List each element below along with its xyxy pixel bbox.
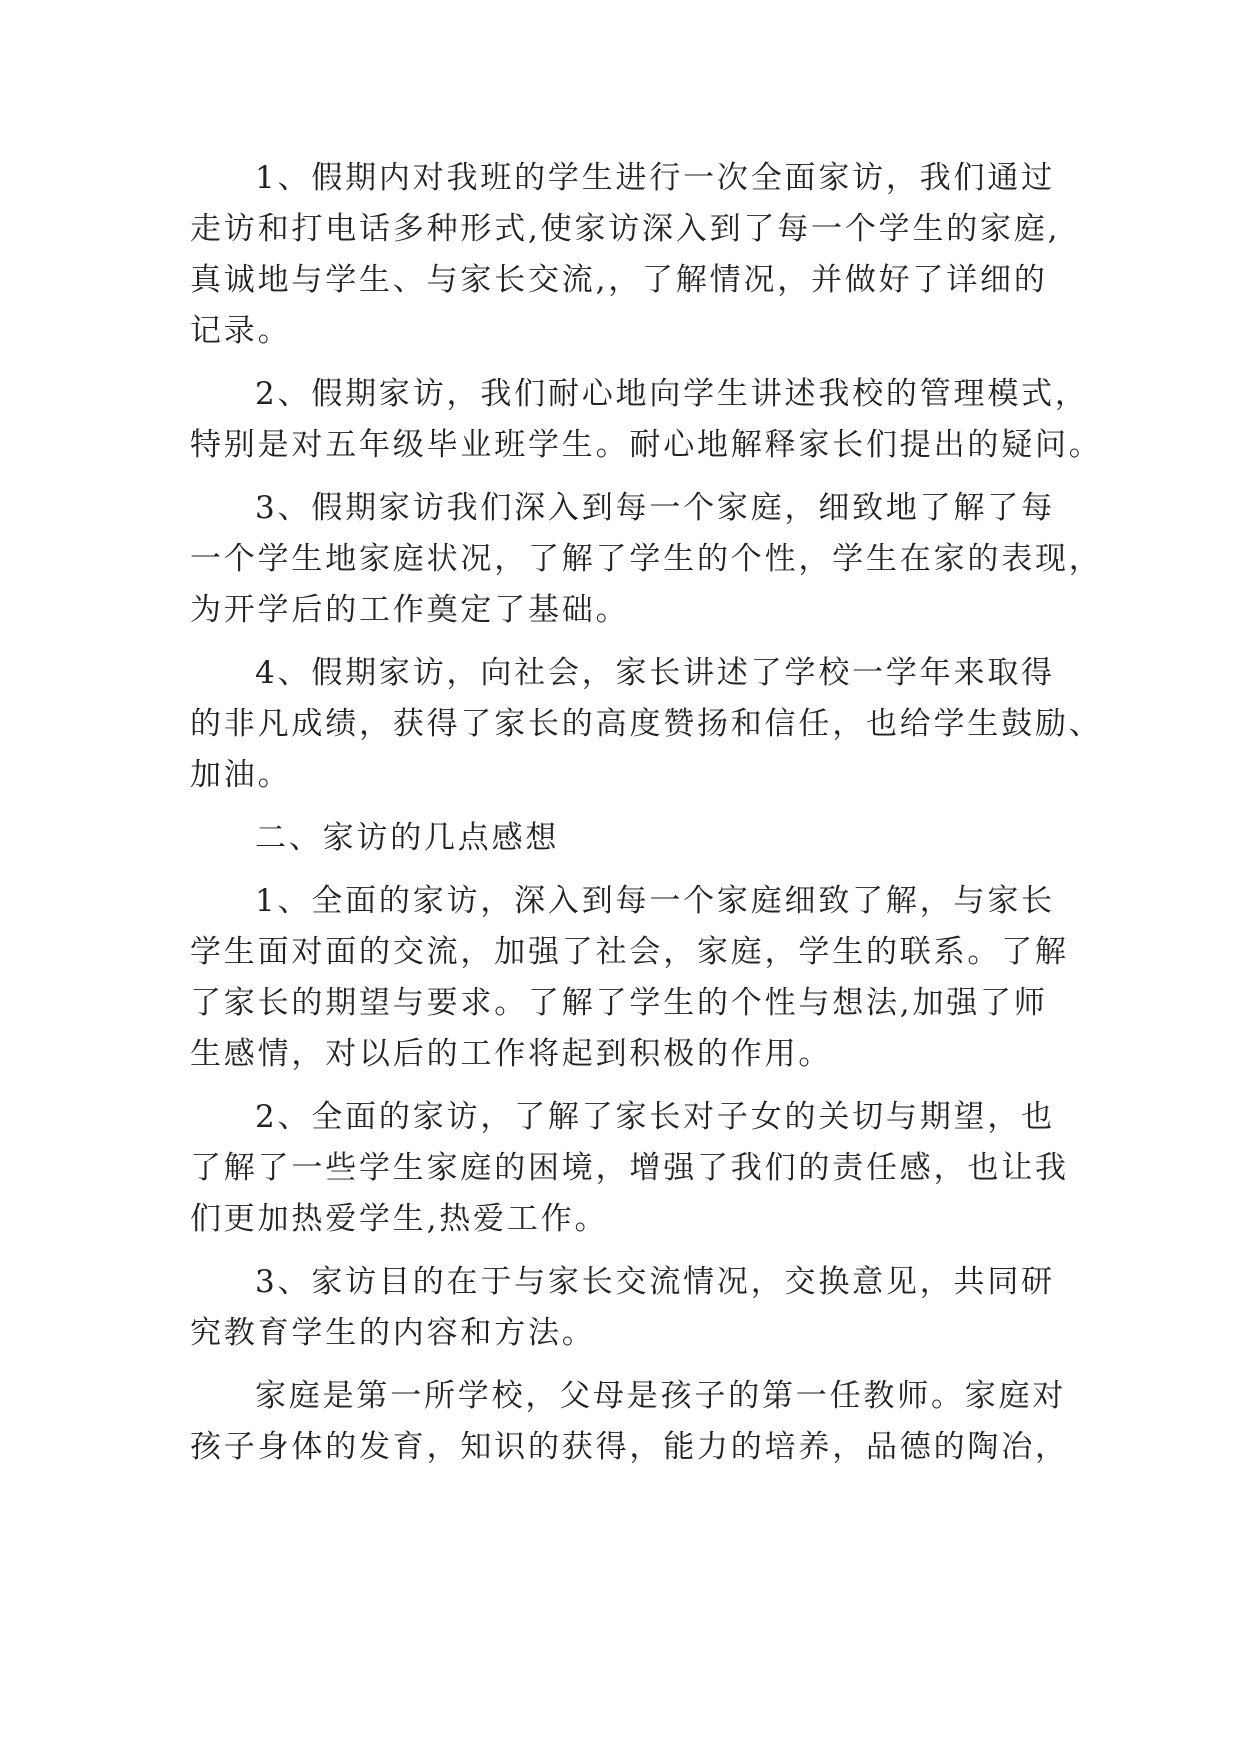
paragraph-5-line-3: 了家长的期望与要求。了解了学生的个性与想法,加强了师 — [190, 985, 1048, 1021]
paragraph-1-line-4: 记录。 — [190, 313, 292, 349]
section-heading: 二、家访的几点感想 — [255, 820, 560, 856]
paragraph-3-line-3: 为开学后的工作奠定了基础。 — [190, 592, 630, 628]
paragraph-1-line-3: 真诚地与学生、与家长交流,，了解情况，并做好了详细的 — [190, 262, 1048, 298]
paragraph-4-line-1: 4、假期家访，向社会，家长讲述了学校一学年来取得 — [255, 655, 1055, 691]
paragraph-3-line-2: 一个学生地家庭状况，了解了学生的个性，学生在家的表现， — [190, 541, 1103, 577]
paragraph-7-line-2: 究教育学生的内容和方法。 — [190, 1315, 596, 1351]
paragraph-1-line-1: 1、假期内对我班的学生进行一次全面家访，我们通过 — [255, 160, 1055, 196]
paragraph-6-line-2: 了解了一些学生家庭的困境，增强了我们的责任感，也让我 — [190, 1150, 1069, 1186]
paragraph-2-line-1: 2、假期家访，我们耐心地向学生讲述我校的管理模式， — [255, 376, 1089, 412]
paragraph-4-line-2: 的非凡成绩，获得了家长的高度赞扬和信任，也给学生鼓励、 — [190, 706, 1103, 742]
paragraph-8-line-2: 孩子身体的发育，知识的获得，能力的培养，品德的陶冶， — [190, 1429, 1069, 1465]
paragraph-2-line-2: 特别是对五年级毕业班学生。耐心地解释家长们提出的疑问。 — [190, 427, 1103, 463]
paragraph-5-line-1: 1、全面的家访，深入到每一个家庭细致了解，与家长 — [255, 883, 1055, 919]
paragraph-5-line-4: 生感情，对以后的工作将起到积极的作用。 — [190, 1036, 833, 1072]
document-body — [190, 153, 1103, 1473]
paragraph-3-line-1: 3、假期家访我们深入到每一个家庭，细致地了解了每 — [255, 490, 1055, 526]
paragraph-8-line-1: 家庭是第一所学校，父母是孩子的第一任教师。家庭对 — [255, 1378, 1067, 1414]
paragraph-6-line-1: 2、全面的家访，了解了家长对子女的关切与期望，也 — [255, 1099, 1055, 1135]
paragraph-6-line-3: 们更加热爱学生,热爱工作。 — [190, 1201, 609, 1237]
paragraph-4-line-3: 加油。 — [190, 757, 292, 793]
paragraph-1-line-2: 走访和打电话多种形式,使家访深入到了每一个学生的家庭, — [190, 211, 1061, 247]
paragraph-5-line-2: 学生面对面的交流，加强了社会，家庭，学生的联系。了解 — [190, 934, 1069, 970]
paragraph-7-line-1: 3、家访目的在于与家长交流情况，交换意见，共同研 — [255, 1264, 1055, 1300]
